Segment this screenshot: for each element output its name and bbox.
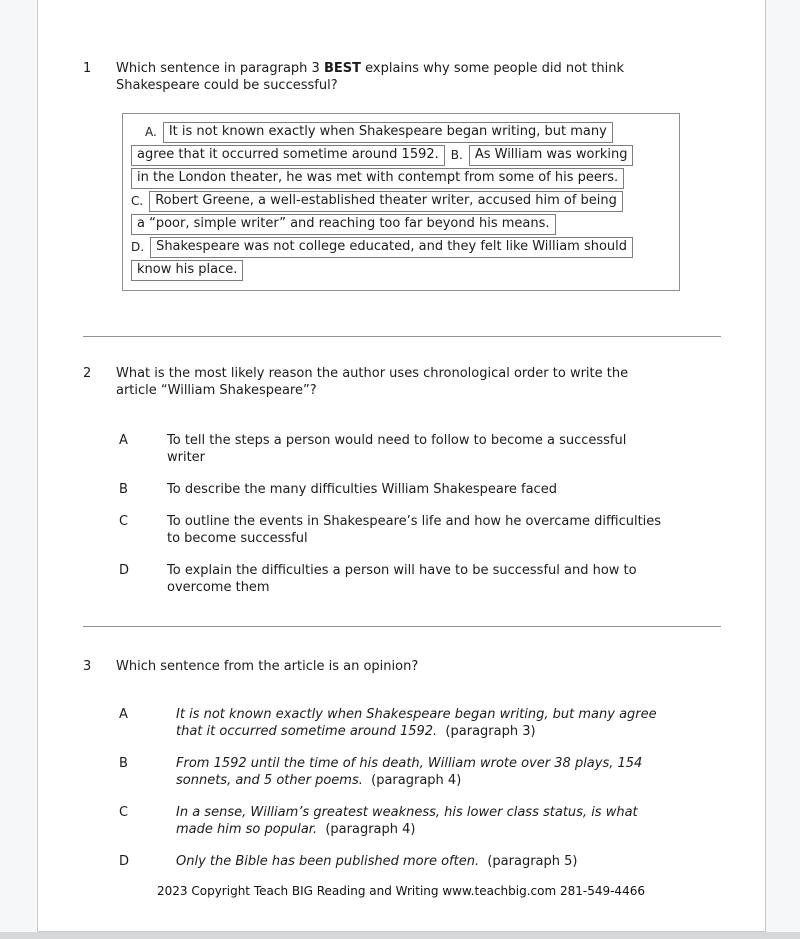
- choice-label: D.: [131, 240, 145, 254]
- option-letter: C: [119, 805, 129, 820]
- prompt-text: Shakespeare could be successful?: [116, 78, 338, 93]
- q3-options: [119, 706, 719, 870]
- prompt-text: explains why some people did not think: [360, 61, 624, 76]
- box-line: [131, 213, 671, 236]
- option-letter: B: [119, 482, 128, 497]
- answer-option-B: [119, 755, 719, 789]
- prompt-bold-text: BEST: [323, 61, 361, 76]
- answer-option-C: [119, 804, 719, 838]
- choice-label: C.: [131, 194, 144, 208]
- option-text: From 1592 until the time of his death, William wrote over 38 plays, 154 sonnets, and 5 other poems. (paragraph 4): [176, 756, 643, 788]
- quoted-sentence: From 1592 until the time of his death, William wrote over 38 plays, 154: [176, 756, 643, 771]
- prompt-text: article “William Shakespeare”?: [116, 383, 317, 398]
- quoted-sentence: In a sense, William’s greatest weakness, his lower class status, is what: [176, 805, 638, 820]
- option-letter: A: [119, 707, 128, 722]
- answer-option-A: [119, 432, 719, 466]
- quoted-sentence: made him so popular.: [176, 822, 318, 837]
- question-1-header: [83, 60, 719, 94]
- answer-option-A: [119, 706, 719, 740]
- quoted-sentence: It is not known exactly when Shakespeare began writing, but many agree: [176, 707, 657, 722]
- option-text: Only the Bible has been published more often. (paragraph 5): [176, 854, 578, 869]
- boxed-sentence: Robert Greene, a well-established theater writer, accused him of being: [149, 191, 623, 212]
- divider: [83, 626, 721, 627]
- answer-option-D: [119, 562, 719, 596]
- boxed-sentence: in the London theater, he was met with contempt from some of his peers.: [131, 168, 624, 189]
- option-letter: D: [119, 854, 130, 869]
- divider: [83, 336, 721, 337]
- option-text: To tell the steps a person would need to follow to become a successful writer: [167, 433, 627, 465]
- question-prompt: [116, 60, 624, 94]
- question-prompt: [116, 365, 628, 399]
- question-1: [83, 60, 719, 291]
- answer-option-C: [119, 513, 719, 547]
- box-line: [131, 236, 671, 259]
- question-number: 1: [83, 61, 92, 76]
- answer-option-B: [119, 481, 719, 498]
- quoted-sentence: sonnets, and 5 other poems.: [176, 773, 363, 788]
- question-prompt: [116, 658, 418, 675]
- prompt-text: Which sentence from the article is an opinion?: [116, 659, 419, 674]
- box-line: [131, 121, 671, 144]
- worksheet-page: [37, 0, 766, 932]
- box-line: [131, 259, 671, 282]
- choice-label: A.: [145, 125, 157, 139]
- question-3: [83, 658, 719, 870]
- option-letter: A: [119, 433, 128, 448]
- option-text: To explain the difficulties a person will have to be successful and how to overcome them: [167, 563, 637, 595]
- q2-options: [119, 432, 719, 596]
- answer-option-D: [119, 853, 719, 870]
- boxed-sentence: It is not known exactly when Shakespeare began writing, but many: [163, 122, 613, 143]
- question-number: 3: [83, 659, 92, 674]
- copyright-footer: 2023 Copyright Teach BIG Reading and Writing www.teachbig.com 281-549-4466: [157, 884, 645, 898]
- question-3-header: [83, 658, 719, 675]
- q1-answer-box: [122, 113, 680, 291]
- boxed-sentence: agree that it occurred sometime around 1592.: [131, 145, 445, 166]
- question-number: 2: [83, 366, 92, 381]
- boxed-sentence: a “poor, simple writer” and reaching too far beyond his means.: [131, 214, 556, 235]
- option-text: To outline the events in Shakespeare’s life and how he overcame difficulties to become successful: [167, 514, 662, 546]
- boxed-sentence: Shakespeare was not college educated, and they felt like William should: [150, 237, 633, 258]
- quoted-sentence: that it occurred sometime around 1592.: [176, 724, 438, 739]
- option-text: In a sense, William’s greatest weakness, his lower class status, is what made him so popular. (paragraph 4): [176, 805, 638, 837]
- prompt-text: What is the most likely reason the author uses chronological order to write the: [116, 366, 629, 381]
- option-text: It is not known exactly when Shakespeare began writing, but many agree that it occurred sometime around 1592. (paragraph 3): [176, 707, 657, 739]
- box-line: [131, 144, 671, 167]
- question-2: [83, 365, 719, 596]
- option-text: To describe the many difficulties William Shakespeare faced: [167, 482, 557, 497]
- choice-label: B.: [450, 148, 463, 162]
- boxed-sentence: know his place.: [131, 260, 243, 281]
- quoted-sentence: Only the Bible has been published more often.: [176, 854, 480, 869]
- option-letter: B: [119, 756, 128, 771]
- box-line: [131, 190, 671, 213]
- box-line: [131, 167, 671, 190]
- prompt-text: Which sentence in paragraph 3: [116, 61, 324, 76]
- question-2-header: [83, 365, 719, 399]
- option-letter: D: [119, 563, 130, 578]
- option-letter: C: [119, 514, 129, 529]
- boxed-sentence: As William was working: [469, 145, 634, 166]
- page-gap: [0, 932, 800, 939]
